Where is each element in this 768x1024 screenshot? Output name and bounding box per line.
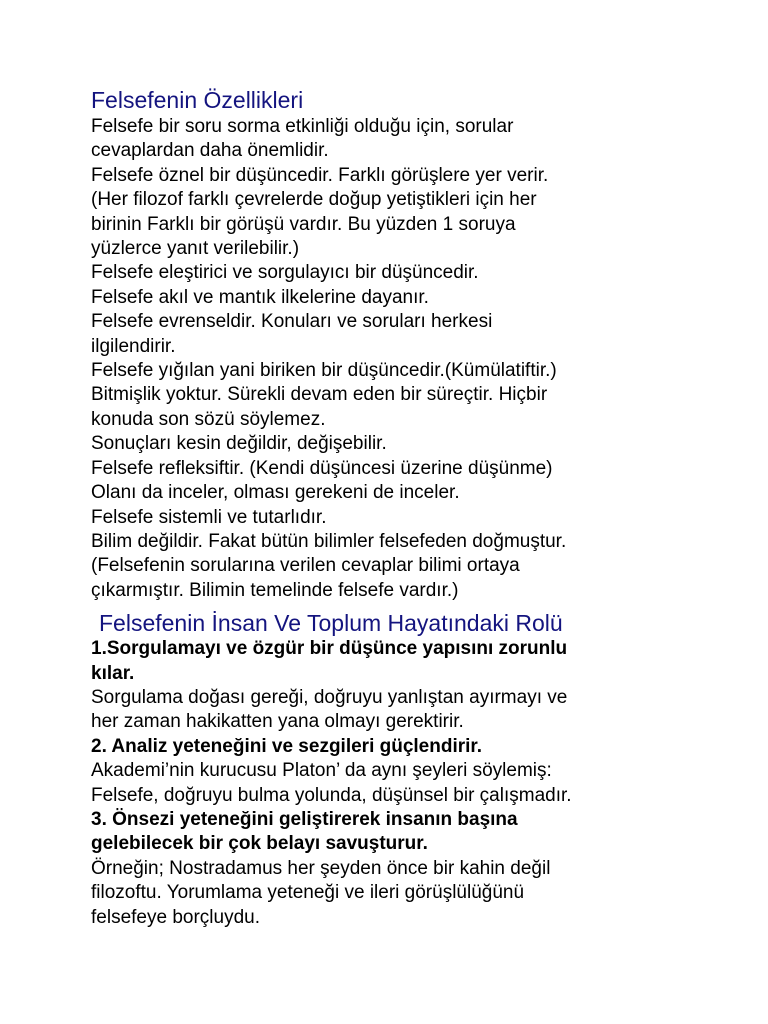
text-line: birinin Farklı bir görüşü vardır. Bu yüzden 1 soruya xyxy=(91,213,516,235)
document-page xyxy=(91,86,731,930)
text-line: yüzlerce yanıt verilebilir.) xyxy=(91,238,300,260)
text-line: Bilim değildir. Fakat bütün bilimler felsefeden doğmuştur. xyxy=(91,530,567,552)
subheading-line: kılar. xyxy=(91,662,135,684)
text-line: Felsefe sistemli ve tutarlıdır. xyxy=(91,506,327,528)
text-line: Akademi’nin kurucusu Platon’ da aynı şeyleri söylemiş: xyxy=(91,760,552,782)
text-line: felsefeye borçluydu. xyxy=(91,906,260,928)
text-line: konuda son sözü söylemez. xyxy=(91,408,326,430)
text-line: Sorgulama doğası gereği, doğruyu yanlıştan ayırmayı ve xyxy=(91,686,568,708)
text-line: Felsefe bir soru sorma etkinliği olduğu için, sorular xyxy=(91,116,514,137)
text-line: çıkarmıştır. Bilimin temelinde felsefe vardır.) xyxy=(91,579,459,601)
subheading-line: 3. Önsezi yeteneğini geliştirerek insanın başına xyxy=(91,808,518,830)
text-line: Felsefe evrenseldir. Konuları ve soruları herkesi xyxy=(91,311,493,333)
text-line: Örneğin; Nostradamus her şeyden önce bir kahin değil xyxy=(91,857,551,879)
subheading-line: 1.Sorgulamayı ve özgür bir düşünce yapısını zorunlu xyxy=(91,638,568,660)
text-line: Felsefe yığılan yani biriken bir düşüncedir.(Kümülatiftir.) xyxy=(91,360,557,382)
subheading-line: gelebilecek bir çok belayı savuşturur. xyxy=(91,833,428,855)
section-title-role: Felsefenin İnsan Ve Toplum Hayatındaki Rolü xyxy=(99,610,563,637)
text-line: Felsefe eleştirici ve sorgulayıcı bir düşüncedir. xyxy=(91,262,479,284)
text-line: cevaplardan daha önemlidir. xyxy=(91,140,329,162)
text-line: Bitmişlik yoktur. Sürekli devam eden bir süreçtir. Hiçbir xyxy=(91,384,548,406)
text-line: Olanı da inceler, olması gerekeni de inceler. xyxy=(91,482,460,504)
section-body-role xyxy=(91,637,731,930)
subheading-line: 2. Analiz yeteneğini ve sezgileri güçlendirir. xyxy=(91,735,483,757)
text-line: ilgilendirir. xyxy=(91,335,176,357)
text-line: Felsefe refleksiftir. (Kendi düşüncesi üzerine düşünme) xyxy=(91,457,553,479)
text-line: (Her filozof farklı çevrelerde doğup yetiştikleri için her xyxy=(91,189,537,211)
section-title-properties: Felsefenin Özellikleri xyxy=(91,87,304,113)
text-line: Felsefe öznel bir düşüncedir. Farklı görüşlere yer verir. xyxy=(91,164,549,186)
text-line: Felsefe, doğruyu bulma yolunda, düşünsel bir çalışmadır. xyxy=(91,784,572,806)
text-line: filozoftu. Yorumlama yeteneği ve ileri görüşlülüğünü xyxy=(91,882,525,904)
text-line: Sonuçları kesin değildir, değişebilir. xyxy=(91,433,387,455)
text-line: her zaman hakikatten yana olmayı gerektirir. xyxy=(91,711,464,733)
text-line: Felsefe akıl ve mantık ilkelerine dayanır. xyxy=(91,286,429,308)
section-body-properties xyxy=(91,115,731,603)
text-line: (Felsefenin sorularına verilen cevaplar bilimi ortaya xyxy=(91,555,520,577)
